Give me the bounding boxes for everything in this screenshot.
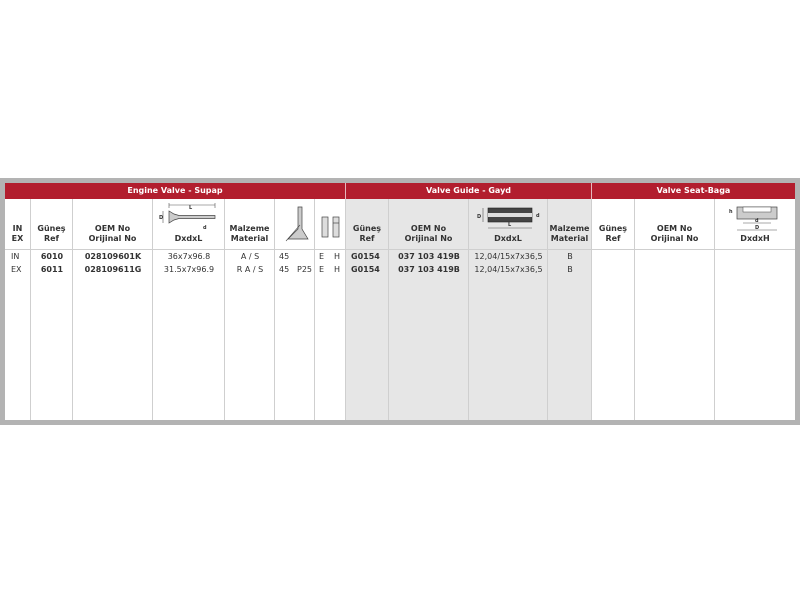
header-gunes-ref (31, 199, 73, 249)
header-seat-ref (592, 199, 635, 249)
table-frame (0, 178, 800, 425)
seat-label-h: h (729, 209, 733, 215)
header-orijinal-no: Orijinal No (88, 234, 137, 243)
row-angle: 45 (279, 252, 290, 261)
header-guide-orijinal-no: Orijinal No (404, 234, 453, 243)
header-oem-no: OEM No (94, 224, 131, 233)
header-guide-oem-no: OEM No (410, 224, 447, 233)
header-malzeme (225, 199, 275, 249)
header-guide-ref-label: Ref (359, 234, 375, 243)
header-seat-oem (635, 199, 715, 249)
header-dxdxh-label: DxdxH (740, 234, 770, 243)
valve-seat-angle-icon (280, 205, 310, 243)
section-engine-valve: Engine Valve - Supap (5, 183, 346, 199)
header-dxdxl-label: DxdxL (174, 234, 203, 243)
row-h: H (334, 265, 341, 274)
header-in-ex (5, 199, 31, 249)
header-divider (5, 249, 795, 250)
header-guide-dxdxl (469, 199, 548, 249)
header-malzeme-tr: Malzeme (229, 224, 270, 233)
header-guide-ref (346, 199, 389, 249)
guide-label-d: d (536, 213, 540, 219)
header-seat-gunes: Güneş (598, 224, 628, 233)
header-angle (275, 199, 315, 249)
valve-guide-diagram-icon (474, 201, 544, 235)
header-material-en: Material (230, 234, 269, 243)
section-valve-guide: Valve Guide - Gayd (346, 183, 592, 199)
row-p: P25 (297, 265, 313, 274)
header-oem (73, 199, 153, 249)
row-guide-dim: 12,04/15x7x36,5 (474, 265, 543, 274)
valve-seat-diagram-icon (725, 201, 785, 235)
guide-label-D: D (477, 214, 482, 220)
row-dim: 36x7x96.8 (167, 252, 211, 261)
valve-label-d: d (203, 225, 207, 231)
row-guide-oem: 037 103 419B (398, 252, 460, 261)
header-ex: EX (11, 234, 24, 243)
header-seat-oem-no: OEM No (656, 224, 693, 233)
header-seat-dxdxh (715, 199, 795, 249)
header-dxdxl (153, 199, 225, 249)
valve-stem-end-icon (319, 213, 343, 243)
header-guide-oem (389, 199, 469, 249)
parts-table (5, 183, 795, 420)
row-angle: 45 (279, 265, 290, 274)
row-guide-ref: G0154 (351, 265, 380, 274)
row-material: R A / S (236, 265, 264, 274)
row-ref: 6011 (40, 265, 64, 274)
header-guide-malzeme (548, 199, 592, 249)
header-guide-dxdxl-label: DxdxL (494, 234, 522, 243)
row-guide-oem: 037 103 419B (398, 265, 460, 274)
row-guide-ref: G0154 (351, 252, 380, 261)
header-ref: Ref (43, 234, 60, 243)
header-seat-ref-label: Ref (605, 234, 621, 243)
section-valve-seat: Valve Seat-Baga (592, 183, 795, 199)
row-e: E (319, 252, 325, 261)
header-guide-material-en: Material (550, 234, 589, 243)
header-guide-gunes: Güneş (352, 224, 382, 233)
row-ref: 6010 (40, 252, 64, 261)
row-material: A / S (240, 252, 260, 261)
header-seat-orijinal-no: Orijinal No (650, 234, 699, 243)
valve-label-L: L (189, 205, 193, 211)
row-h: H (334, 252, 341, 261)
header-guide-malzeme-tr: Malzeme (549, 224, 590, 233)
header-in: IN (12, 224, 23, 233)
seat-label-d: d (755, 218, 759, 224)
row-guide-material: B (567, 252, 573, 261)
row-type: EX (11, 265, 22, 274)
row-type: IN (11, 252, 20, 261)
row-guide-material: B (567, 265, 573, 274)
header-gunes: Güneş (37, 224, 66, 233)
row-oem: 028109611G (84, 265, 142, 274)
row-dim: 31.5x7x96.9 (163, 265, 215, 274)
seat-label-D: D (755, 225, 760, 231)
row-guide-dim: 12,04/15x7x36,5 (474, 252, 543, 261)
header-eh (315, 199, 346, 249)
row-oem: 028109601K (84, 252, 142, 261)
row-e: E (319, 265, 325, 274)
valve-diagram-icon (159, 203, 219, 233)
valve-label-D: D (159, 215, 164, 221)
guide-label-L: L (508, 222, 512, 228)
